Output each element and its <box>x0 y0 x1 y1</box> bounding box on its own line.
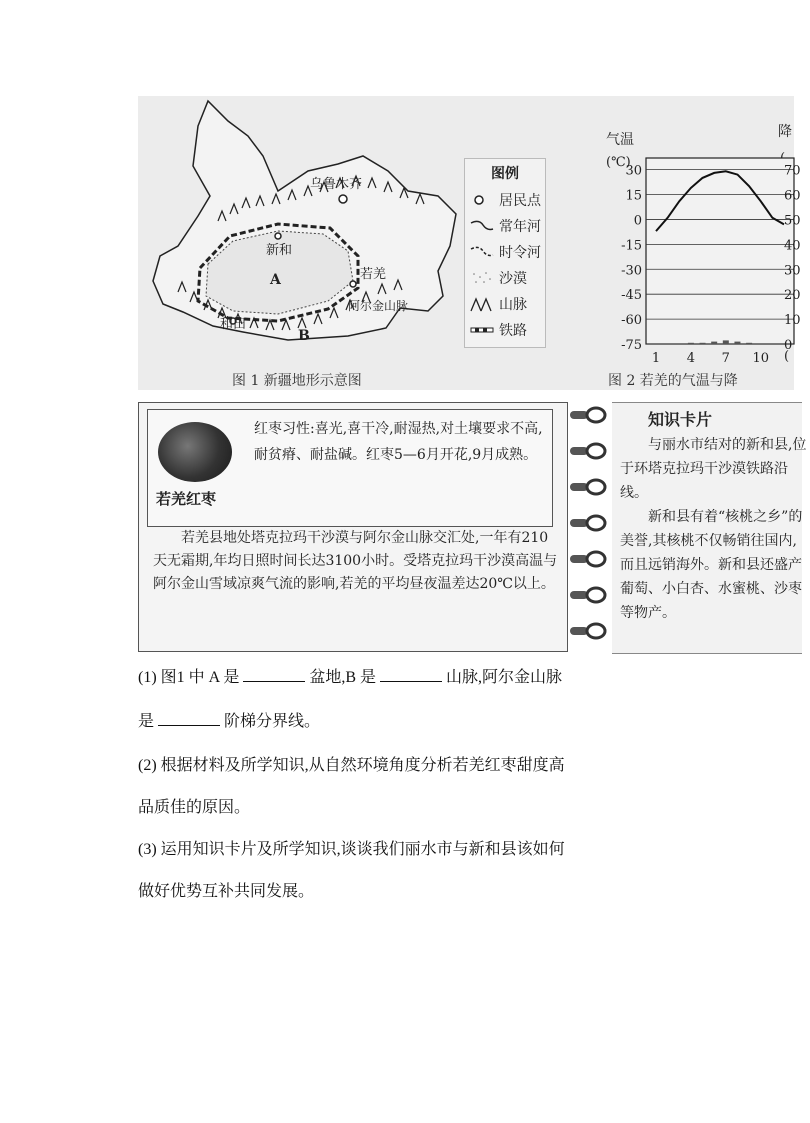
chart-x-extra: ( <box>784 349 790 364</box>
climate-chart <box>598 96 801 390</box>
q1-part-c: 山脉,阿尔金山脉 <box>446 669 563 686</box>
x-tick-label: 10 <box>752 351 770 366</box>
precip-bar <box>734 342 740 344</box>
settlement-ruoqiang <box>350 281 356 287</box>
label-urumqi: 乌鲁木齐 <box>310 177 363 192</box>
figure2-caption: 图 2 若羌的气温与降 <box>608 373 738 389</box>
legend-item <box>465 213 545 239</box>
ring-icon <box>570 406 608 424</box>
y-ticks <box>621 164 642 353</box>
q1-part-d: 是 <box>138 713 155 730</box>
y-tick-label: -30 <box>621 263 642 279</box>
legend-item <box>465 239 545 265</box>
legend-label: 铁路 <box>499 323 527 339</box>
chart-y-unit: (℃) <box>606 155 631 170</box>
red-date-name: 若羌红枣 <box>156 490 217 508</box>
red-date-info-box <box>147 409 553 527</box>
knowledge-card-body <box>620 433 810 625</box>
ring-icon <box>570 622 608 640</box>
precip-bar <box>711 342 717 344</box>
settlement-urumqi <box>339 195 347 203</box>
precip-bar <box>746 343 752 344</box>
legend-title: 图例 <box>491 166 519 182</box>
label-xinhe: 新和 <box>266 243 293 258</box>
legend-item <box>465 291 545 317</box>
label-A: A <box>270 272 281 288</box>
knowledge-card-para2: 新和县有着“核桃之乡”的美誉,其核桃不仅畅销往国内,而且远销海外。新和县还盛产葡萄、小白杏、水蜜桃、沙枣等物产。 <box>620 509 803 621</box>
precip-bar <box>723 340 729 344</box>
precip-bar <box>700 343 706 344</box>
right-tick-label: 0 <box>784 338 793 353</box>
figure-area <box>138 96 801 390</box>
ring-icon <box>570 550 608 568</box>
legend-label: 常年河 <box>499 219 541 235</box>
legend-label: 居民点 <box>499 193 541 209</box>
y-tick-label: -45 <box>621 288 642 304</box>
xinjiang-map <box>138 96 468 390</box>
ring-icon <box>570 478 608 496</box>
right-tick-label: 10 <box>784 313 801 329</box>
red-date-description: 若羌县地处塔克拉玛干沙漠与阿尔金山脉交汇处,一年有210天无霜期,年均日照时间长达3100小时。受塔克拉玛干沙漠高温与阿尔金山雪域凉爽气流的影响,若羌的平均昼夜温差达20℃以上。 <box>153 530 558 592</box>
ring-icon <box>570 586 608 604</box>
settlement-icon <box>469 191 495 209</box>
answer-blank-mountain[interactable] <box>380 667 442 682</box>
question-1-line1 <box>138 664 562 687</box>
legend-label: 沙漠 <box>499 271 527 287</box>
legend-item <box>465 317 545 343</box>
red-date-habit: 红枣习性:喜光,喜干冷,耐湿热,对土壤要求不高,耐贫瘠、耐盐碱。红枣5—6月开花,9月成熟。 <box>254 421 543 463</box>
x-tick-label: 4 <box>686 351 696 366</box>
right-tick-label: 70 <box>784 163 801 179</box>
desert-icon <box>469 269 495 287</box>
y-tick-label: 0 <box>633 213 642 229</box>
label-B: B <box>298 328 310 344</box>
mountain-icon <box>469 295 495 313</box>
label-altun: 阿尔金山脉 <box>348 299 409 313</box>
legend-label: 时令河 <box>499 245 541 261</box>
knowledge-card-title: 知识卡片 <box>648 410 713 429</box>
question-3-line2: 做好优势互补共同发展。 <box>138 883 315 900</box>
knowledge-card-para1: 与丽水市结对的新和县,位于环塔克拉玛干沙漠铁路沿线。 <box>620 437 807 501</box>
railway-icon <box>469 321 495 339</box>
map-legend <box>464 158 546 348</box>
seasonal-river-icon <box>469 243 495 261</box>
q1-part-a: (1) 图1 中 A 是 <box>138 669 240 686</box>
right-tick-label: 30 <box>784 263 801 279</box>
y-tick-label: 15 <box>625 188 642 204</box>
y-tick-label: -15 <box>621 238 642 254</box>
question-2-line1: (2) 根据材料及所学知识,从自然环境角度分析若羌红枣甜度高 <box>138 757 565 774</box>
ring-icon <box>570 514 608 532</box>
figure1-caption: 图 1 新疆地形示意图 <box>232 373 362 389</box>
y-tick-label: -60 <box>621 313 642 329</box>
ring-icon <box>570 442 608 460</box>
red-date-panel <box>138 402 568 652</box>
label-ruoqiang: 若羌 <box>360 267 387 282</box>
question-3-line1: (3) 运用知识卡片及所学知识,谈谈我们丽水市与新和县该如何 <box>138 841 565 858</box>
right-tick-label: 50 <box>784 213 801 229</box>
perennial-river-icon <box>469 217 495 235</box>
plot-frame <box>646 158 794 344</box>
right-tick-label: 40 <box>784 238 801 254</box>
knowledge-card <box>612 402 807 654</box>
chart-right-title: 降 <box>778 124 792 140</box>
x-tick-label: 7 <box>721 351 730 366</box>
notebook-rings <box>570 404 610 644</box>
right-tick-label: 20 <box>784 288 801 304</box>
y-tick-label: -75 <box>621 338 642 353</box>
label-hetian: 和田 <box>220 317 247 332</box>
y-tick-label: 30 <box>625 163 642 179</box>
legend-label: 山脉 <box>499 297 527 313</box>
question-1-line2 <box>138 708 320 731</box>
answer-blank-basin[interactable] <box>243 667 305 682</box>
precip-bar <box>688 343 694 344</box>
settlement-xinhe <box>275 233 281 239</box>
legend-item <box>465 187 545 213</box>
question-2-line2: 品质佳的原因。 <box>138 799 251 816</box>
q1-part-b: 盆地,B 是 <box>309 669 377 686</box>
legend-item <box>465 265 545 291</box>
x-tick-label: 1 <box>651 351 661 366</box>
q1-part-e: 阶梯分界线。 <box>224 713 321 730</box>
answer-blank-step[interactable] <box>158 711 220 726</box>
red-date-photo <box>158 422 232 482</box>
right-tick-label: 60 <box>784 188 801 204</box>
chart-y-title: 气温 <box>606 132 634 148</box>
x-ticks <box>652 351 769 366</box>
